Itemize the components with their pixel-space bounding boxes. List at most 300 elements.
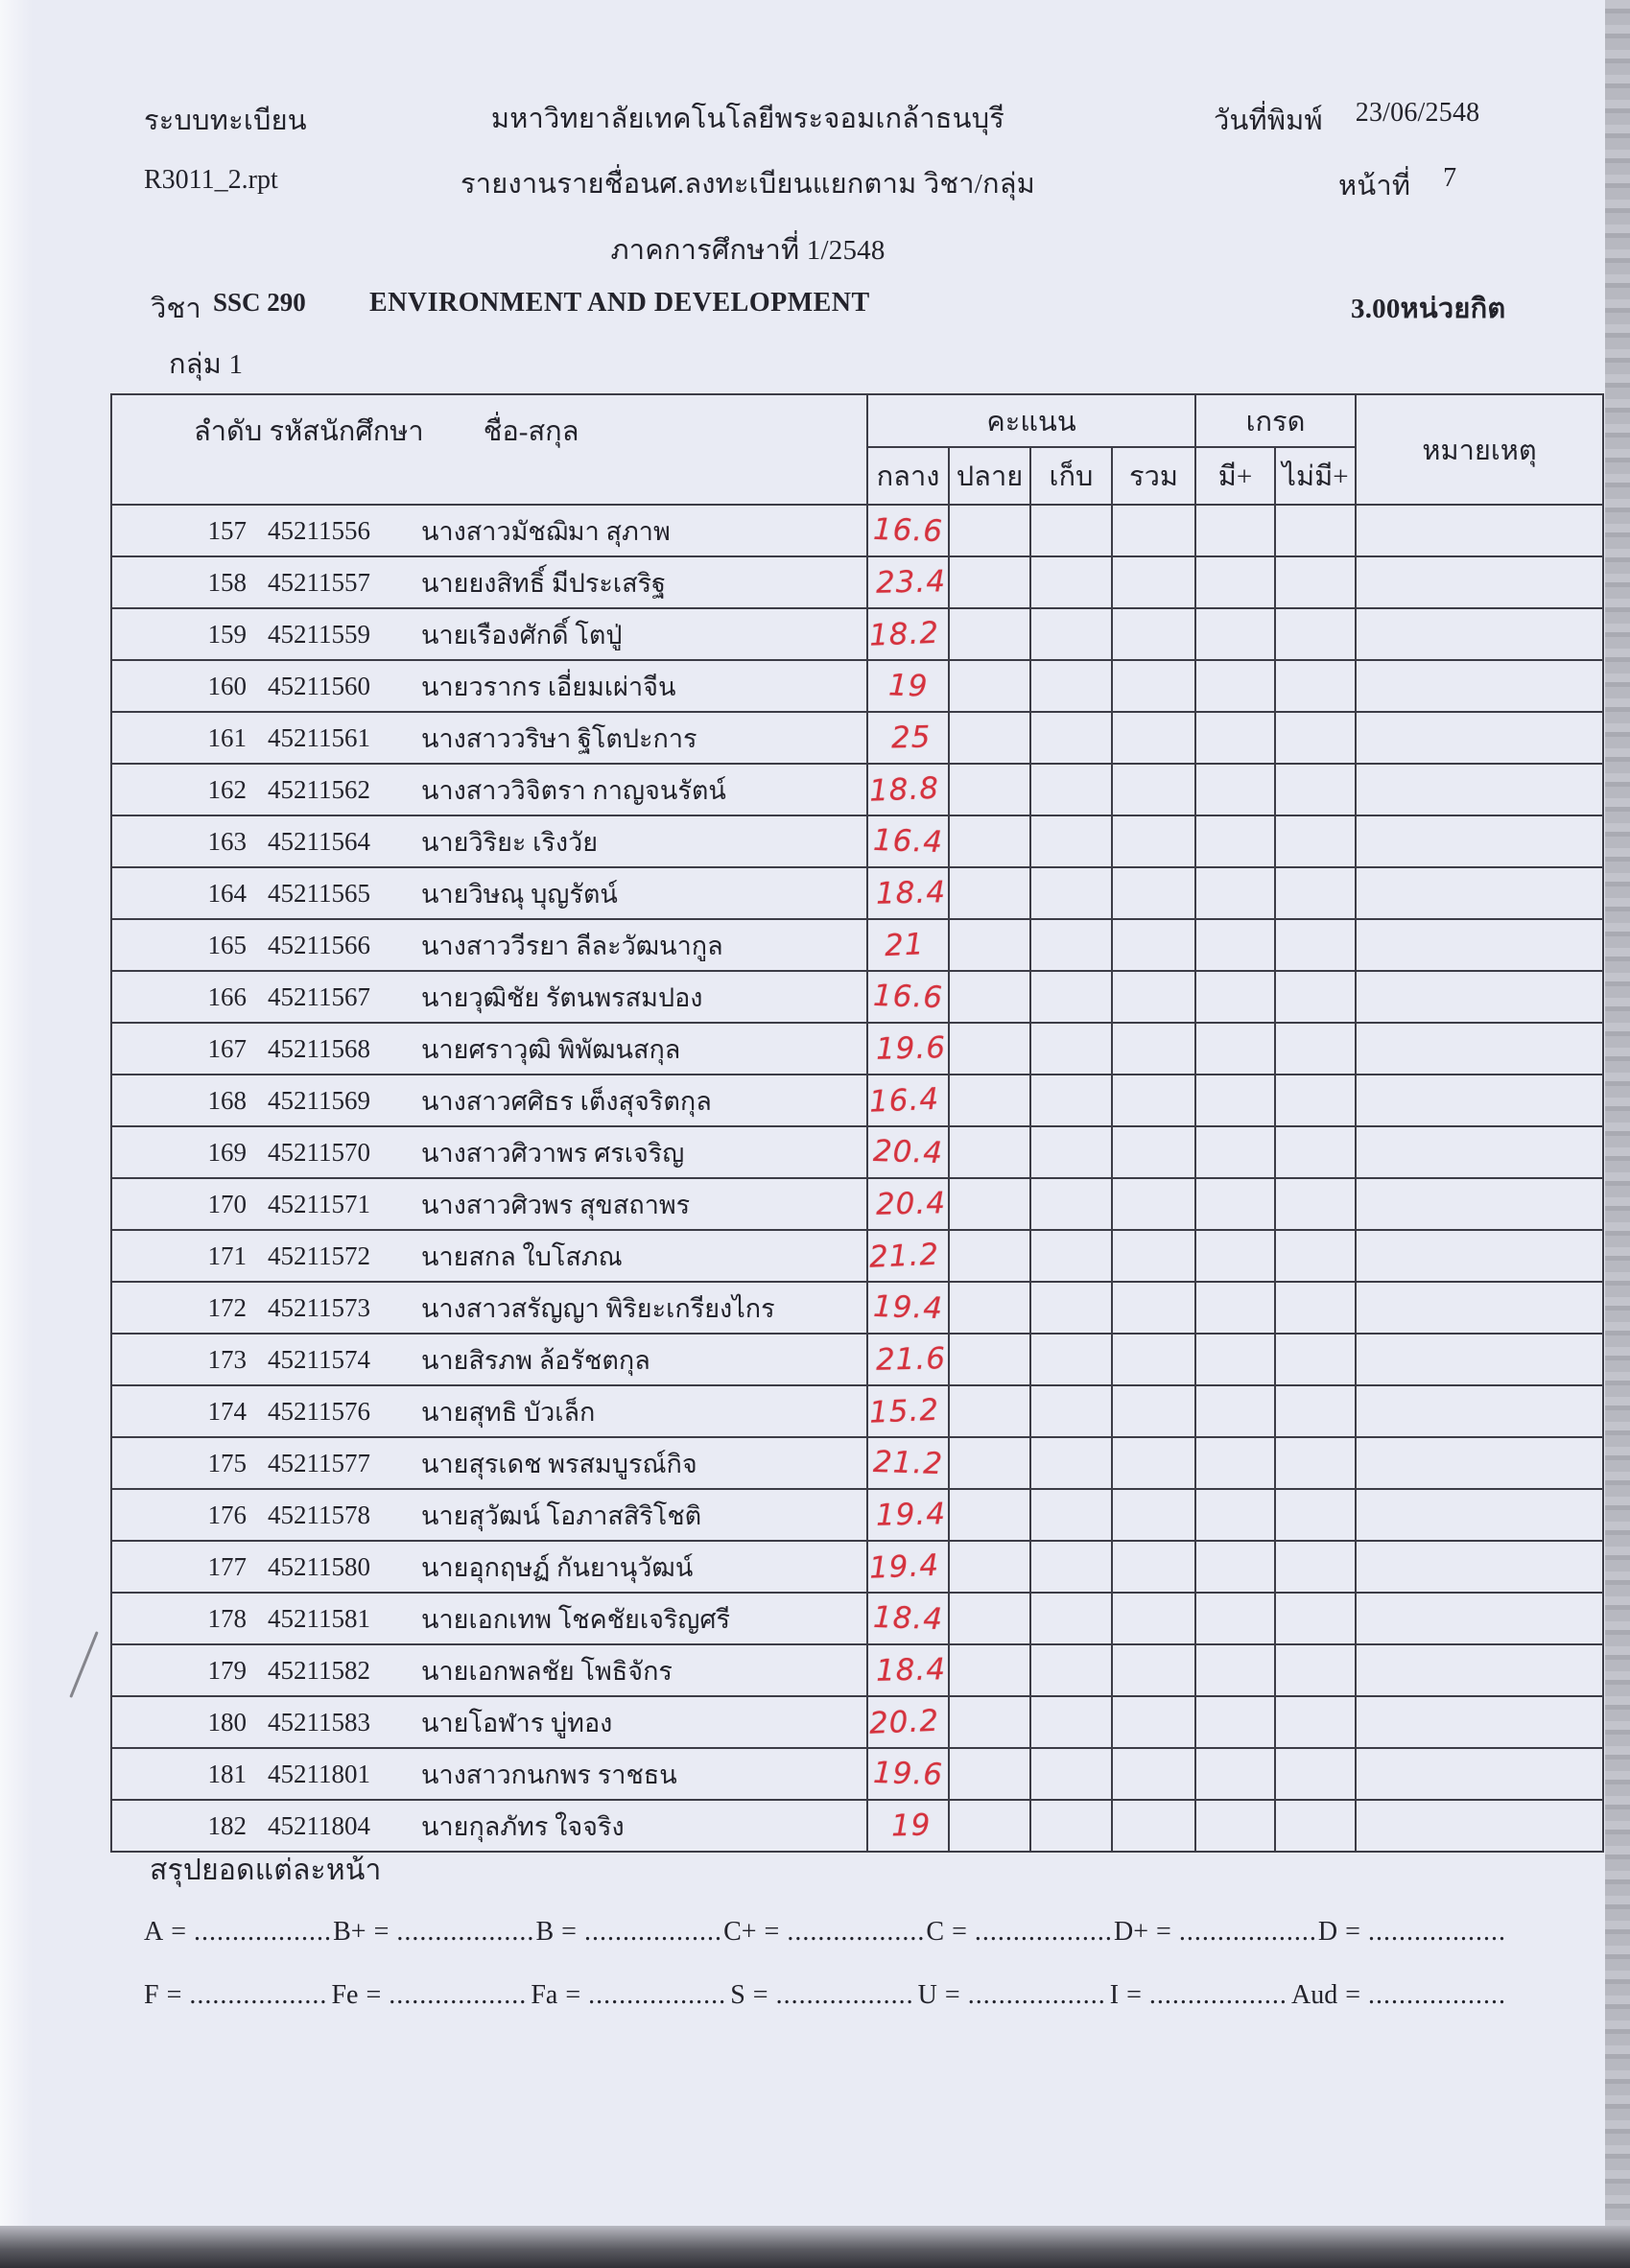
student-name: นายเอกเทพ โชคชัยเจริญศรี <box>421 1604 731 1634</box>
grade-noplus-cell <box>1275 1385 1356 1437</box>
collected-score-cell <box>1030 815 1112 867</box>
row-number: 175 <box>207 1448 247 1477</box>
col-name-label: ชื่อ-สกุล <box>483 416 579 447</box>
handwritten-midterm-score: 21 <box>884 927 925 964</box>
handwritten-midterm-score: 19.4 <box>868 1547 940 1586</box>
student-id: 45211804 <box>268 1810 370 1840</box>
total-score-cell <box>1112 1126 1195 1178</box>
semester-line: ภาคการศึกษาที่ 1/2548 <box>610 235 886 266</box>
grade-summary-item <box>918 1980 1106 2011</box>
dotted-blank: .................. <box>583 1917 722 1947</box>
table-row <box>111 1644 1603 1696</box>
handwritten-midterm-score: 20.2 <box>868 1703 940 1741</box>
handwritten-midterm-score: 18.2 <box>868 615 940 653</box>
remark-cell <box>1356 505 1603 556</box>
student-id: 45211561 <box>268 722 370 752</box>
grade-label: Fe <box>331 1980 359 2010</box>
remark-cell <box>1356 712 1603 764</box>
equals-sign: = <box>1345 1917 1360 1947</box>
student-name: นางสาวมัชฌิมา สุภาพ <box>421 516 671 546</box>
student-name: นายวิษณุ บุญรัตน์ <box>421 879 618 909</box>
collected-score-cell <box>1030 919 1112 971</box>
grade-summary-item <box>531 1980 726 2011</box>
student-name: นายวรากร เอี่ยมเผ่าจีน <box>421 672 676 701</box>
collected-score-cell <box>1030 1800 1112 1852</box>
equals-sign: = <box>166 1980 182 2010</box>
group-label: กลุ่ม 1 <box>169 349 244 380</box>
remark-cell <box>1356 815 1603 867</box>
student-id: 45211567 <box>268 981 370 1011</box>
handwritten-slash-mark <box>69 1631 99 1698</box>
table-row <box>111 660 1603 712</box>
row-number: 164 <box>207 878 247 908</box>
dotted-blank: .................. <box>194 1917 333 1947</box>
row-number: 181 <box>207 1759 247 1788</box>
student-id: 45211574 <box>268 1344 370 1374</box>
grade-plus-cell <box>1195 764 1275 815</box>
student-cell <box>111 1126 867 1178</box>
row-number: 176 <box>207 1500 247 1529</box>
midterm-score-cell <box>867 1023 949 1075</box>
student-id: 45211582 <box>268 1655 370 1685</box>
collected-score-cell <box>1030 1334 1112 1385</box>
remark-cell <box>1356 1696 1603 1748</box>
midterm-score-cell <box>867 1178 949 1230</box>
handwritten-midterm-score: 19.4 <box>872 1288 944 1327</box>
remark-cell <box>1356 867 1603 919</box>
header-cell-student <box>111 394 867 505</box>
grade-line1 <box>144 1917 1506 1948</box>
handwritten-midterm-score: 19.6 <box>872 1755 944 1793</box>
total-score-cell <box>1112 815 1195 867</box>
midterm-score-cell <box>867 1644 949 1696</box>
grade-plus-cell <box>1195 660 1275 712</box>
table-row <box>111 1800 1603 1852</box>
grade-plus-cell <box>1195 1023 1275 1075</box>
grade-noplus-cell <box>1275 1282 1356 1334</box>
total-score-cell <box>1112 1178 1195 1230</box>
handwritten-midterm-score: 25 <box>890 720 932 756</box>
final-score-cell <box>949 660 1030 712</box>
total-score-cell <box>1112 1334 1195 1385</box>
student-id: 45211566 <box>268 930 370 959</box>
grade-plus-cell <box>1195 1800 1275 1852</box>
handwritten-midterm-score: 18.4 <box>875 875 947 911</box>
grade-noplus-cell <box>1275 1230 1356 1282</box>
grade-noplus-cell <box>1275 1696 1356 1748</box>
row-number: 180 <box>207 1707 247 1736</box>
table-row <box>111 1075 1603 1126</box>
midterm-score-cell <box>867 1334 949 1385</box>
student-cell <box>111 556 867 608</box>
col-grade-noplus-label: ไม่มี+ <box>1275 447 1356 505</box>
student-cell <box>111 1748 867 1800</box>
student-cell <box>111 1334 867 1385</box>
total-score-cell <box>1112 1075 1195 1126</box>
student-name: นางสาววีรยา ลีละวัฒนากูล <box>421 931 723 960</box>
col-grade-group-label: เกรด <box>1195 394 1356 447</box>
midterm-score-cell <box>867 919 949 971</box>
print-date-value: 23/06/2548 <box>1355 98 1480 128</box>
midterm-score-cell <box>867 1075 949 1126</box>
student-cell <box>111 1023 867 1075</box>
equals-sign: = <box>1156 1917 1171 1947</box>
final-score-cell <box>949 608 1030 660</box>
scan-bottom-edge <box>0 2226 1630 2268</box>
total-score-cell <box>1112 556 1195 608</box>
equals-sign: = <box>952 1917 967 1947</box>
student-name: นายสิรภพ ล้อรัชตกุล <box>421 1345 650 1375</box>
remark-cell <box>1356 971 1603 1023</box>
student-id: 45211583 <box>268 1707 370 1736</box>
grade-noplus-cell <box>1275 505 1356 556</box>
grade-noplus-cell <box>1275 1126 1356 1178</box>
row-number: 160 <box>207 671 247 700</box>
midterm-score-cell <box>867 505 949 556</box>
midterm-score-cell <box>867 1385 949 1437</box>
subject-code: SSC 290 <box>213 288 306 317</box>
final-score-cell <box>949 1385 1030 1437</box>
row-number: 159 <box>207 619 247 649</box>
student-cell <box>111 660 867 712</box>
dotted-blank: .................. <box>1367 1917 1506 1947</box>
student-id: 45211559 <box>268 619 370 649</box>
collected-score-cell <box>1030 1385 1112 1437</box>
student-name: นายกุลภัทร ใจจริง <box>421 1811 625 1841</box>
student-id: 45211569 <box>268 1085 370 1115</box>
collected-score-cell <box>1030 1593 1112 1644</box>
collected-score-cell <box>1030 660 1112 712</box>
col-midterm-label: กลาง <box>867 447 949 505</box>
grade-summary-item <box>1291 1980 1506 2011</box>
student-cell <box>111 1696 867 1748</box>
grade-noplus-cell <box>1275 1178 1356 1230</box>
final-score-cell <box>949 1489 1030 1541</box>
midterm-score-cell <box>867 1489 949 1541</box>
remark-cell <box>1356 608 1603 660</box>
student-cell <box>111 867 867 919</box>
final-score-cell <box>949 1230 1030 1282</box>
student-cell <box>111 1178 867 1230</box>
grade-noplus-cell <box>1275 867 1356 919</box>
page-number-block <box>1338 163 1456 207</box>
grade-noplus-cell <box>1275 1334 1356 1385</box>
student-name: นางสาวสรัญญา พิริยะเกรียงไกร <box>421 1293 775 1323</box>
student-id: 45211564 <box>268 826 370 856</box>
total-score-cell <box>1112 971 1195 1023</box>
final-score-cell <box>949 1748 1030 1800</box>
grade-label: D <box>1317 1917 1338 1947</box>
print-date-block <box>1214 98 1479 142</box>
collected-score-cell <box>1030 867 1112 919</box>
final-score-cell <box>949 919 1030 971</box>
dotted-blank: .................. <box>967 1980 1106 2010</box>
table-row <box>111 919 1603 971</box>
grade-label: C+ <box>723 1917 757 1947</box>
handwritten-midterm-score: 15.2 <box>868 1392 940 1430</box>
grade-noplus-cell <box>1275 608 1356 660</box>
print-date-label: วันที่พิมพ์ <box>1214 106 1323 136</box>
grade-noplus-cell <box>1275 1593 1356 1644</box>
col-total-label: รวม <box>1112 447 1195 505</box>
grade-plus-cell <box>1195 556 1275 608</box>
collected-score-cell <box>1030 1748 1112 1800</box>
handwritten-midterm-score: 21.6 <box>875 1341 947 1378</box>
equals-sign: = <box>366 1980 382 2010</box>
summary-title: สรุปยอดแต่ละหน้า <box>150 1855 382 1886</box>
handwritten-midterm-score: 18.4 <box>872 1599 944 1638</box>
student-name: นายสกล ใบโสภณ <box>421 1241 623 1271</box>
equals-sign: = <box>565 1980 581 2010</box>
student-cell <box>111 1230 867 1282</box>
remark-cell <box>1356 1334 1603 1385</box>
final-score-cell <box>949 867 1030 919</box>
total-score-cell <box>1112 660 1195 712</box>
grade-label: B+ <box>333 1917 366 1947</box>
row-number: 182 <box>207 1810 247 1840</box>
student-name: นางสาวศิวาพร ศรเจริญ <box>421 1138 685 1168</box>
remark-cell <box>1356 1230 1603 1282</box>
handwritten-midterm-score: 16.6 <box>872 511 944 550</box>
page-number-value: 7 <box>1443 163 1457 193</box>
dotted-blank: .................. <box>974 1917 1113 1947</box>
total-score-cell <box>1112 505 1195 556</box>
row-number: 167 <box>207 1033 247 1063</box>
total-score-cell <box>1112 1489 1195 1541</box>
student-id: 45211570 <box>268 1137 370 1167</box>
grade-plus-cell <box>1195 1282 1275 1334</box>
final-score-cell <box>949 1075 1030 1126</box>
student-cell <box>111 1644 867 1696</box>
final-score-cell <box>949 1541 1030 1593</box>
table-row <box>111 1696 1603 1748</box>
student-cell <box>111 1075 867 1126</box>
student-name: นายวิริยะ เริงวัย <box>421 827 599 857</box>
midterm-score-cell <box>867 971 949 1023</box>
table-row <box>111 867 1603 919</box>
total-score-cell <box>1112 1282 1195 1334</box>
remark-cell <box>1356 1748 1603 1800</box>
grade-noplus-cell <box>1275 1489 1356 1541</box>
student-id: 45211572 <box>268 1240 370 1270</box>
grade-plus-cell <box>1195 1644 1275 1696</box>
final-score-cell <box>949 1178 1030 1230</box>
final-score-cell <box>949 1282 1030 1334</box>
student-cell <box>111 1282 867 1334</box>
remark-cell <box>1356 1593 1603 1644</box>
final-score-cell <box>949 505 1030 556</box>
table-row <box>111 505 1603 556</box>
row-number: 179 <box>207 1655 247 1685</box>
remark-cell <box>1356 556 1603 608</box>
remark-cell <box>1356 1800 1603 1852</box>
equals-sign: = <box>1126 1980 1142 2010</box>
student-cell <box>111 505 867 556</box>
total-score-cell <box>1112 1230 1195 1282</box>
student-id: 45211565 <box>268 878 370 908</box>
collected-score-cell <box>1030 1696 1112 1748</box>
student-cell <box>111 1593 867 1644</box>
grade-noplus-cell <box>1275 1644 1356 1696</box>
midterm-score-cell <box>867 815 949 867</box>
course-line <box>0 284 1630 322</box>
grade-plus-cell <box>1195 1696 1275 1748</box>
midterm-score-cell <box>867 608 949 660</box>
equals-sign: = <box>752 1980 768 2010</box>
table-row <box>111 1489 1603 1541</box>
grade-label: I <box>1109 1980 1120 2010</box>
student-cell <box>111 764 867 815</box>
grade-noplus-cell <box>1275 1437 1356 1489</box>
grade-plus-cell <box>1195 971 1275 1023</box>
grade-summary-item <box>1110 1980 1287 2011</box>
student-name: นายสุทธิ บัวเล็ก <box>421 1397 596 1427</box>
university-name: มหาวิทยาลัยเทคโนโลยีพระจอมเกล้าธนบุรี <box>490 104 1005 134</box>
collected-score-cell <box>1030 1644 1112 1696</box>
col-remark-label: หมายเหตุ <box>1356 394 1603 505</box>
student-cell <box>111 608 867 660</box>
total-score-cell <box>1112 1593 1195 1644</box>
report-file-name: R3011_2.rpt <box>144 165 278 195</box>
grade-summary-item <box>144 1917 332 1948</box>
student-name: นางสาววริษา ฐิโตปะการ <box>421 723 697 753</box>
grade-plus-cell <box>1195 1075 1275 1126</box>
total-score-cell <box>1112 764 1195 815</box>
grade-summary-item <box>730 1980 913 2011</box>
grade-summary-item <box>535 1917 721 1948</box>
grade-label: A <box>144 1917 164 1947</box>
grade-plus-cell <box>1195 1126 1275 1178</box>
grade-label: Fa <box>531 1980 558 2010</box>
table-row <box>111 1282 1603 1334</box>
equals-sign: = <box>373 1917 390 1947</box>
table-row <box>111 1126 1603 1178</box>
collected-score-cell <box>1030 1230 1112 1282</box>
midterm-score-cell <box>867 660 949 712</box>
student-roster-table <box>110 393 1604 1853</box>
collected-score-cell <box>1030 1282 1112 1334</box>
midterm-score-cell <box>867 1696 949 1748</box>
equals-sign: = <box>944 1980 960 2010</box>
grade-noplus-cell <box>1275 919 1356 971</box>
student-id: 45211581 <box>268 1603 370 1633</box>
grade-noplus-cell <box>1275 764 1356 815</box>
final-score-cell <box>949 1800 1030 1852</box>
grade-plus-cell <box>1195 1437 1275 1489</box>
student-id: 45211580 <box>268 1551 370 1581</box>
table-row <box>111 971 1603 1023</box>
midterm-score-cell <box>867 1593 949 1644</box>
grade-plus-cell <box>1195 1334 1275 1385</box>
student-name: นายยงสิทธิ์ มีประเสริฐ <box>421 568 666 598</box>
student-name: นายเรืองศักดิ์ โตปู่ <box>421 620 623 650</box>
total-score-cell <box>1112 919 1195 971</box>
total-score-cell <box>1112 1437 1195 1489</box>
dotted-blank: .................. <box>588 1980 727 2010</box>
remark-cell <box>1356 1541 1603 1593</box>
row-number: 158 <box>207 567 247 597</box>
grade-plus-cell <box>1195 867 1275 919</box>
remark-cell <box>1356 1385 1603 1437</box>
midterm-score-cell <box>867 1230 949 1282</box>
student-cell <box>111 712 867 764</box>
dotted-blank: .................. <box>1148 1980 1287 2010</box>
row-number: 163 <box>207 826 247 856</box>
student-name: นายอุกฤษฏ์ กันยานุวัฒน์ <box>421 1552 694 1582</box>
midterm-score-cell <box>867 867 949 919</box>
handwritten-midterm-score: 21.2 <box>872 1444 944 1482</box>
grade-label: C <box>926 1917 945 1947</box>
table-row <box>111 1748 1603 1800</box>
scan-left-edge <box>0 0 33 2268</box>
table-row <box>111 764 1603 815</box>
student-name: นางสาวศศิธร เต็งสุจริตกุล <box>421 1086 712 1116</box>
final-score-cell <box>949 971 1030 1023</box>
handwritten-midterm-score: 20.4 <box>872 1133 944 1171</box>
grade-summary-item <box>1114 1917 1317 1948</box>
handwritten-midterm-score: 19.6 <box>875 1030 947 1067</box>
final-score-cell <box>949 1696 1030 1748</box>
grade-label: D+ <box>1114 1917 1149 1947</box>
student-name: นางสาวศิวพร สุขสถาพร <box>421 1190 691 1219</box>
midterm-score-cell <box>867 1437 949 1489</box>
handwritten-midterm-score: 19.4 <box>875 1497 947 1533</box>
table-row <box>111 1230 1603 1282</box>
collected-score-cell <box>1030 1541 1112 1593</box>
grade-summary-item <box>331 1980 527 2011</box>
row-number: 161 <box>207 722 247 752</box>
grade-plus-cell <box>1195 712 1275 764</box>
student-cell <box>111 919 867 971</box>
grade-label: B <box>535 1917 555 1947</box>
total-score-cell <box>1112 1023 1195 1075</box>
row-number: 157 <box>207 515 247 545</box>
col-collected-label: เก็บ <box>1030 447 1112 505</box>
dotted-blank: .................. <box>1368 1980 1506 2010</box>
total-score-cell <box>1112 1385 1195 1437</box>
grade-noplus-cell <box>1275 712 1356 764</box>
row-number: 165 <box>207 930 247 959</box>
col-final-label: ปลาย <box>949 447 1030 505</box>
table-row <box>111 712 1603 764</box>
student-cell <box>111 815 867 867</box>
handwritten-midterm-score: 16.6 <box>872 978 944 1016</box>
remark-cell <box>1356 1644 1603 1696</box>
collected-score-cell <box>1030 764 1112 815</box>
table-row <box>111 556 1603 608</box>
total-score-cell <box>1112 712 1195 764</box>
dotted-blank: .................. <box>1178 1917 1317 1947</box>
row-number: 168 <box>207 1085 247 1115</box>
student-name: นายเอกพลชัย โพธิจักร <box>421 1656 673 1686</box>
grade-noplus-cell <box>1275 1023 1356 1075</box>
final-score-cell <box>949 1023 1030 1075</box>
dotted-blank: .................. <box>787 1917 926 1947</box>
dotted-blank: .................. <box>396 1917 535 1947</box>
remark-cell <box>1356 1126 1603 1178</box>
col-grade-plus-label: มี+ <box>1195 447 1275 505</box>
midterm-score-cell <box>867 556 949 608</box>
grade-noplus-cell <box>1275 1800 1356 1852</box>
total-score-cell <box>1112 867 1195 919</box>
roster-header <box>111 394 1603 505</box>
grade-noplus-cell <box>1275 1075 1356 1126</box>
remark-cell <box>1356 764 1603 815</box>
grade-plus-cell <box>1195 1385 1275 1437</box>
row-number: 178 <box>207 1603 247 1633</box>
row-number: 173 <box>207 1344 247 1374</box>
table-row <box>111 608 1603 660</box>
